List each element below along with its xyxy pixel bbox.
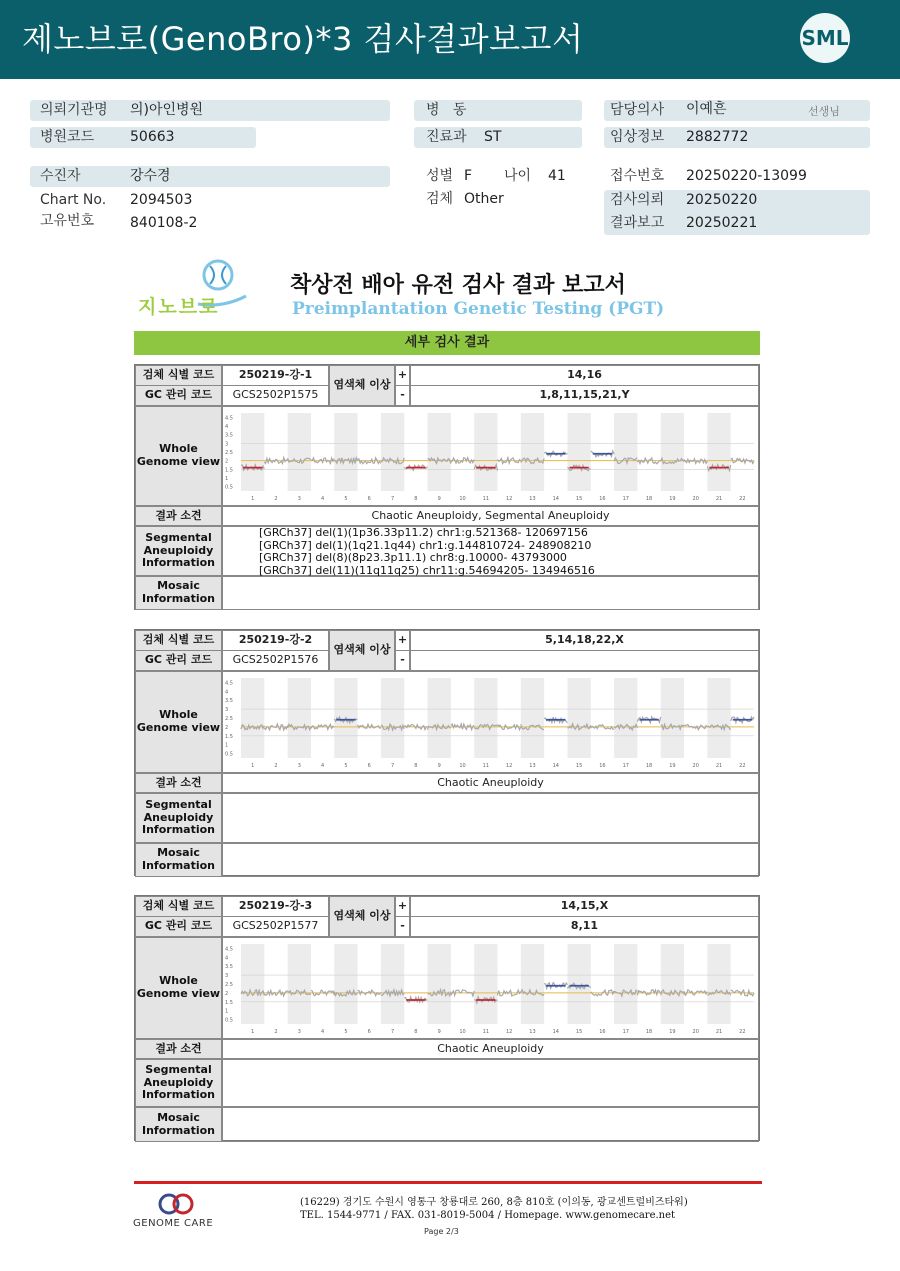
genome-plot xyxy=(222,937,759,1039)
specimen-code-value: 250219-강-2 xyxy=(222,630,329,651)
plus-chromosomes: 14,15,X xyxy=(410,896,759,917)
y-tick-label: 3 xyxy=(225,441,229,448)
chromosome-band xyxy=(567,944,590,1024)
receipt-label: 접수번호 xyxy=(610,168,665,184)
segmental-label: Segmental Aneuploidy Information xyxy=(135,793,222,843)
finding-value: Chaotic Aneuploidy xyxy=(222,773,759,793)
gc-code-label: GC 관리 코드 xyxy=(135,385,222,406)
x-tick-label: 9 xyxy=(437,763,441,769)
y-tick-label: 0.5 xyxy=(225,751,233,758)
x-tick-label: 2 xyxy=(274,496,278,502)
chromosome-band xyxy=(381,944,404,1024)
x-tick-label: 2 xyxy=(274,763,278,769)
gc-code-value: GCS2502P1577 xyxy=(222,916,329,937)
x-tick-label: 22 xyxy=(739,763,746,769)
chromosome-band xyxy=(241,413,264,491)
whole-genome-label: Whole Genome view xyxy=(135,406,222,506)
age-value: 41 xyxy=(548,168,566,184)
segmental-line: [GRCh37] del(1)(1p36.33p11.2) chr1:g.521368- 120697156 xyxy=(259,526,588,539)
genome-plot-svg xyxy=(223,407,758,505)
x-tick-label: 4 xyxy=(321,1029,325,1035)
header-bar xyxy=(0,0,900,79)
y-tick-label: 0.5 xyxy=(225,484,233,491)
report-subtitle: Preimplantation Genetic Testing (PGT) xyxy=(292,299,665,319)
x-tick-label: 22 xyxy=(739,496,746,502)
x-tick-label: 20 xyxy=(692,496,699,502)
y-tick-label: 3.5 xyxy=(225,964,233,971)
chromosome-band xyxy=(707,413,730,491)
chromosome-band xyxy=(428,678,451,758)
dept-label: 진료과 xyxy=(426,129,467,145)
chromosome-band xyxy=(521,413,544,491)
x-tick-label: 16 xyxy=(599,496,606,502)
institution-value: 의)아인병원 xyxy=(130,102,204,118)
institution-label: 의뢰기관명 xyxy=(40,102,108,118)
plus-chromosomes: 14,16 xyxy=(410,365,759,386)
unique-value: 840108-2 xyxy=(130,215,198,231)
minus-sign: - xyxy=(395,916,410,937)
x-tick-label: 10 xyxy=(459,763,466,769)
chromosome-band xyxy=(614,944,637,1024)
dept-value: ST xyxy=(484,129,502,145)
y-tick-label: 3.5 xyxy=(225,698,233,705)
cnv-trace-chr2 xyxy=(264,458,287,464)
chromosome-band xyxy=(661,678,684,758)
segmental-line: [GRCh37] del(1)(1q21.1q44) chr1:g.144810724- 248908210 xyxy=(259,538,592,552)
x-tick-label: 16 xyxy=(599,1029,606,1035)
chart-label: Chart No. xyxy=(40,192,107,208)
finding-label: 결과 소견 xyxy=(135,773,222,793)
x-tick-label: 8 xyxy=(414,763,418,769)
plus-chromosomes: 5,14,18,22,X xyxy=(410,630,759,651)
contact-line: TEL. 1544-9771 / FAX. 031-8019-5004 / Homepage. www.genomecare.net xyxy=(300,1210,676,1221)
x-tick-label: 19 xyxy=(669,1029,676,1035)
x-tick-label: 3 xyxy=(297,496,301,502)
x-tick-label: 22 xyxy=(739,1029,746,1035)
x-tick-label: 12 xyxy=(505,1029,513,1035)
x-tick-label: 7 xyxy=(390,1029,395,1035)
x-tick-label: 8 xyxy=(414,1029,418,1035)
y-tick-label: 2 xyxy=(225,724,229,731)
segmental-lines xyxy=(259,527,595,577)
age-label: 나이 xyxy=(504,168,532,184)
chromosome-band xyxy=(474,944,497,1024)
y-tick-label: 1 xyxy=(225,1008,229,1015)
hospital-code-label: 병원코드 xyxy=(40,129,95,145)
y-tick-label: 4 xyxy=(225,955,229,962)
x-tick-label: 14 xyxy=(552,496,559,502)
unique-label: 고유번호 xyxy=(40,213,95,229)
chromosome-band xyxy=(474,678,497,758)
minus-sign: - xyxy=(395,385,410,406)
clinical-label: 임상정보 xyxy=(610,129,665,145)
x-tick-label: 6 xyxy=(367,763,371,769)
x-tick-label: 17 xyxy=(622,1029,629,1035)
ward-label: 병 동 xyxy=(426,102,467,118)
sample-section-1 xyxy=(134,364,760,610)
doctor-suffix: 선생님 xyxy=(808,105,840,118)
plus-sign: + xyxy=(395,630,410,651)
y-tick-label: 2 xyxy=(225,990,229,997)
x-tick-label: 13 xyxy=(529,496,536,502)
chromosome-band xyxy=(428,413,451,491)
x-tick-label: 1 xyxy=(251,496,255,502)
plus-sign: + xyxy=(395,365,410,386)
x-tick-label: 18 xyxy=(645,1029,653,1035)
cnv-trace-chr8 xyxy=(404,725,427,730)
y-tick-label: 4.5 xyxy=(225,680,233,687)
report-label: 결과보고 xyxy=(610,215,665,231)
x-tick-label: 14 xyxy=(552,763,559,769)
hospital-code-value: 50663 xyxy=(130,129,175,145)
chromosome-band xyxy=(707,944,730,1024)
y-tick-label: 1 xyxy=(225,742,229,749)
y-tick-label: 2 xyxy=(225,458,229,465)
x-tick-label: 14 xyxy=(552,1029,559,1035)
y-tick-label: 0.5 xyxy=(225,1017,233,1024)
x-tick-label: 18 xyxy=(645,763,653,769)
chromosome-band xyxy=(381,413,404,491)
x-tick-label: 13 xyxy=(529,1029,536,1035)
specimen-code-value: 250219-강-1 xyxy=(222,365,329,386)
x-tick-label: 8 xyxy=(414,496,418,502)
gc-code-value: GCS2502P1576 xyxy=(222,650,329,671)
x-tick-label: 11 xyxy=(482,496,490,502)
x-tick-label: 13 xyxy=(529,763,536,769)
y-tick-label: 3.5 xyxy=(225,432,233,439)
segmental-label: Segmental Aneuploidy Information xyxy=(135,1059,222,1107)
cnv-trace-chr10 xyxy=(451,724,474,730)
mosaic-label: Mosaic Information xyxy=(135,1107,222,1142)
x-tick-label: 7 xyxy=(390,763,395,769)
chromosome-band xyxy=(614,413,637,491)
sample-section-2 xyxy=(134,629,760,876)
x-tick-label: 21 xyxy=(715,763,723,769)
genobro-logo-text: 지노브로 xyxy=(138,296,220,318)
chromosome-band xyxy=(661,944,684,1024)
chrom-abnormal-label: 염색체 이상 xyxy=(329,896,395,937)
y-tick-label: 4.5 xyxy=(225,946,233,953)
finding-value: Chaotic Aneuploidy xyxy=(222,1039,759,1059)
chromosome-band xyxy=(334,413,357,491)
x-tick-label: 2 xyxy=(274,1029,278,1035)
x-tick-label: 16 xyxy=(599,763,606,769)
doctor-label: 담당의사 xyxy=(610,102,665,118)
patient-value: 강수경 xyxy=(130,168,171,184)
genome-plot-svg xyxy=(223,672,758,772)
x-tick-label: 10 xyxy=(459,496,466,502)
report-title: 착상전 배아 유전 검사 결과 보고서 xyxy=(290,273,626,298)
sex-value: F xyxy=(464,168,473,184)
y-tick-label: 2.5 xyxy=(225,716,233,722)
genome-plot-svg xyxy=(223,938,758,1038)
chromosome-band xyxy=(521,678,544,758)
patient-label: 수진자 xyxy=(40,168,81,184)
clinical-value: 2882772 xyxy=(686,129,749,145)
x-tick-label: 15 xyxy=(575,763,583,769)
chrom-abnormal-label: 염색체 이상 xyxy=(329,630,395,671)
doctor-value: 이예흔 xyxy=(686,101,727,117)
page-number: Page 2/3 xyxy=(424,1227,459,1236)
specimen-code-label: 검체 식별 코드 xyxy=(135,896,222,917)
x-tick-label: 4 xyxy=(321,763,325,769)
x-tick-label: 17 xyxy=(622,496,629,502)
x-tick-label: 9 xyxy=(437,496,441,502)
y-tick-label: 1.5 xyxy=(225,467,233,474)
x-tick-label: 21 xyxy=(715,496,723,502)
whole-genome-label: Whole Genome view xyxy=(135,937,222,1039)
mosaic-label: Mosaic Information xyxy=(135,843,222,877)
chromosome-band xyxy=(288,944,311,1024)
minus-chromosomes: 8,11 xyxy=(410,916,759,937)
plus-sign: + xyxy=(395,896,410,917)
receipt-value: 20250220-13099 xyxy=(686,168,807,184)
sample-section-3 xyxy=(134,895,760,1141)
document-title: 제노브로(GenoBro)*3 검사결과보고서 xyxy=(22,20,584,58)
specimen-code-label: 검체 식별 코드 xyxy=(135,630,222,651)
sml-logo-icon: SML xyxy=(800,13,850,63)
x-tick-label: 17 xyxy=(622,763,629,769)
x-tick-label: 5 xyxy=(344,763,348,769)
x-tick-label: 11 xyxy=(482,1029,490,1035)
x-tick-label: 19 xyxy=(669,496,676,502)
x-tick-label: 6 xyxy=(367,1029,371,1035)
mosaic-label: Mosaic Information xyxy=(135,576,222,610)
x-tick-label: 7 xyxy=(390,496,395,502)
x-tick-label: 5 xyxy=(344,496,348,502)
specimen-label: 검체 xyxy=(426,191,454,207)
y-tick-label: 2.5 xyxy=(225,982,233,988)
x-tick-label: 20 xyxy=(692,763,699,769)
y-tick-label: 1 xyxy=(225,476,229,482)
chromosome-band xyxy=(567,413,590,491)
genome-care-name: GENOME CARE xyxy=(133,1218,214,1229)
cnv-trace-chr20 xyxy=(684,990,707,996)
sex-label: 성별 xyxy=(426,168,454,184)
specimen-code-value: 250219-강-3 xyxy=(222,896,329,917)
y-tick-label: 3 xyxy=(225,707,229,714)
y-tick-label: 4 xyxy=(225,689,229,696)
x-tick-label: 15 xyxy=(575,496,583,502)
gc-code-value: GCS2502P1575 xyxy=(222,385,329,406)
chromosome-band xyxy=(428,944,451,1024)
request-label: 검사의뢰 xyxy=(610,192,665,208)
x-tick-label: 9 xyxy=(437,1029,441,1035)
whole-genome-label: Whole Genome view xyxy=(135,671,222,773)
chromosome-band xyxy=(474,413,497,491)
x-tick-label: 20 xyxy=(692,1029,699,1035)
x-tick-label: 3 xyxy=(297,1029,301,1035)
chromosome-band xyxy=(288,413,311,491)
segmental-line: [GRCh37] del(11)(11q11q25) chr11:g.54694205- 134946516 xyxy=(259,563,595,577)
x-tick-label: 1 xyxy=(251,763,255,769)
specimen-code-label: 검체 식별 코드 xyxy=(135,365,222,386)
x-tick-label: 12 xyxy=(505,496,513,502)
cnv-trace-chr6 xyxy=(358,724,381,728)
y-tick-label: 3 xyxy=(225,973,229,980)
y-tick-label: 1.5 xyxy=(225,733,233,740)
segmental-line: [GRCh37] del(8)(8p23.3p11.1) chr8:g.10000- 43793000 xyxy=(259,551,567,564)
chromosome-band xyxy=(661,413,684,491)
x-tick-label: 15 xyxy=(575,1029,583,1035)
patient-row xyxy=(30,166,390,187)
y-tick-label: 4 xyxy=(225,424,229,430)
x-tick-label: 19 xyxy=(669,763,676,769)
minus-sign: - xyxy=(395,650,410,671)
finding-label: 결과 소견 xyxy=(135,506,222,526)
mosaic-value xyxy=(222,843,759,877)
gc-code-label: GC 관리 코드 xyxy=(135,650,222,671)
x-tick-label: 6 xyxy=(367,496,371,502)
x-tick-label: 10 xyxy=(459,1029,466,1035)
chromosome-band xyxy=(567,678,590,758)
specimen-value: Other xyxy=(464,191,504,207)
chromosome-band xyxy=(241,944,264,1024)
section-header: 세부 검사 결과 xyxy=(134,331,760,355)
chrom-abnormal-label: 염색체 이상 xyxy=(329,365,395,406)
chromosome-band xyxy=(241,678,264,758)
x-tick-label: 5 xyxy=(344,1029,348,1035)
chromosome-band xyxy=(707,678,730,758)
segmental-value xyxy=(222,793,759,843)
genome-plot xyxy=(222,671,759,773)
footer-divider xyxy=(134,1181,762,1184)
x-tick-label: 1 xyxy=(251,1029,255,1035)
mosaic-value xyxy=(222,1107,759,1142)
address-line: (16229) 경기도 수원시 영통구 창룡대로 260, 8층 810호 (이의동, 광교센트럴비즈타워) xyxy=(300,1197,688,1208)
minus-chromosomes xyxy=(410,650,759,671)
request-value: 20250220 xyxy=(686,192,758,208)
chromosome-band xyxy=(288,678,311,758)
x-tick-label: 18 xyxy=(645,496,653,502)
y-tick-label: 4.5 xyxy=(225,415,233,422)
x-tick-label: 21 xyxy=(715,1029,723,1035)
x-tick-label: 12 xyxy=(505,763,513,769)
mosaic-value xyxy=(222,576,759,610)
genome-plot xyxy=(222,406,759,506)
footer-address xyxy=(300,1196,688,1222)
y-tick-label: 2.5 xyxy=(225,450,233,456)
chromosome-band xyxy=(521,944,544,1024)
segmental-value xyxy=(222,1059,759,1107)
chart-value: 2094503 xyxy=(130,192,193,208)
chromosome-band xyxy=(381,678,404,758)
y-tick-label: 1.5 xyxy=(225,999,233,1006)
chromosome-band xyxy=(334,944,357,1024)
segmental-label: Segmental Aneuploidy Information xyxy=(135,526,222,576)
cnv-trace-chr4 xyxy=(311,458,334,464)
minus-chromosomes: 1,8,11,15,21,Y xyxy=(410,385,759,406)
chromosome-band xyxy=(614,678,637,758)
gc-code-label: GC 관리 코드 xyxy=(135,916,222,937)
x-tick-label: 11 xyxy=(482,763,490,769)
x-tick-label: 3 xyxy=(297,763,301,769)
finding-label: 결과 소견 xyxy=(135,1039,222,1059)
x-tick-label: 4 xyxy=(321,496,325,502)
finding-value: Chaotic Aneuploidy, Segmental Aneuploidy xyxy=(222,506,759,526)
report-value: 20250221 xyxy=(686,215,758,231)
